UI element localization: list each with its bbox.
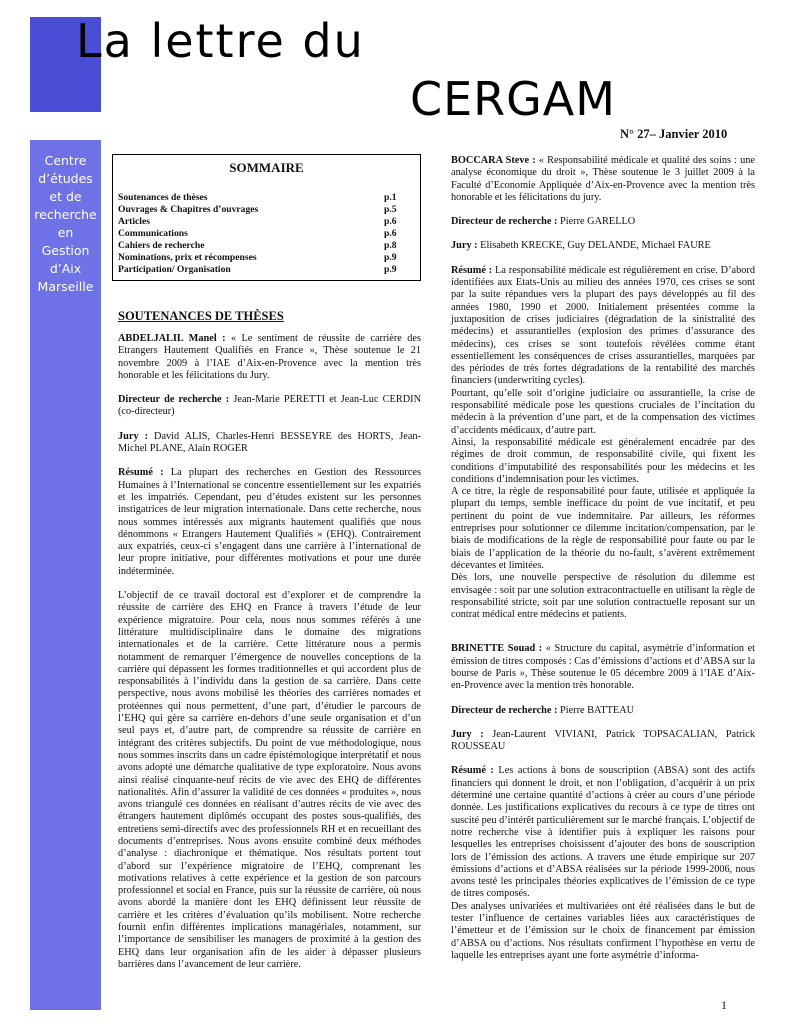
- thesis-director: [451, 705, 755, 717]
- right-column: [451, 155, 755, 962]
- thesis-body: L’objectif de ce travail doctoral est d’explorer et de comprendre la réussite de carrière des EHQ en France à travers l’étude de leur expérience migratoire. Pour cela, nous nous sommes référés à une littérature multidisciplinaire dans le domaine des migrations internationales et de la carrière. Cette littérature nous a permis notamment de remarquer l’émergence de nouvelles conceptions de la carrière qui dépassent les formes traditionnelles et qui accordent plus de responsabilités à l’individu dans la gestion de sa carrière. Dans cette perspective, nous avons mobilisé les théories des carrières nomades et protéennes qui nous permettent, d’une part, d’étudier le parcours de l’EHQ qui gère sa carrière en-dehors d’une seule organisation et d’un seul pays et, d’autre part, de comprendre sa réussite de carrière en intégrant des critères subjectifs. Du point de vue méthodologique, nous nous sommes inscrits dans un cadre épistémologique interprétatif et nous avons adopté une démarche qualitative de type exploratoire. Nous avons ainsi réalisé cinquante-neuf récits de vie avec des EHQ de différentes nationalités. Afin d’assurer la validité de ces données « produites », nous avons triangulé ces données en réalisant d’autres récits de vie avec des étrangers hautement diplômés occupant des postes sous-qualifiés, des entretiens semi-directifs avec des professionnels RH et en recueillant des documents d’entreprises. Nous avons ensuite combiné deux méthodes d’analyse : diachronique et thématique. Nos résultats portent tout d’abord sur l’expérience migratoire de l’EHQ, comprenant les motivations relatives à cette expérience et la gestion de son parcours professionnel et social en France, puis sur la réussite de carrière, où nous avons abordé la manière dont les EHQ définissent leur réussite de carrière et les critères d’évaluation qu’ils mobilisent. Notre recherche fournit enfin différentes implications managériales, notamment, sur l’importance de sensibiliser les managers de proximité à la gestion des EHQ dans leur organisation afin de les aider à dépasser plusieurs barrières dans l’avancement de leur carrière.: [118, 590, 421, 970]
- toc-item-label: Soutenances de thèses: [118, 192, 208, 203]
- abstract-text: La plupart des recherches en Gestion des Ressources Humaines à l’International se concentre essentiellement sur les expatriés et les impatriés. Cependant, peu d’études existent sur les personnes instigatrices de leur migration internationale. Dans cette recherche, nous nous sommes intéressés aux migrants hautement qualifiés que nous dénommons « Etrangers Hautement Qualifiés » (EHQ). Contrairement aux expatriés, ceux-ci s’engagent dans une carrière à l’international de leur propre initiative, pour différentes motivations et pour une durée indéterminée.: [118, 467, 421, 577]
- toc-item[interactable]: [118, 216, 414, 228]
- toc-item-label: Cahiers de recherche: [118, 240, 205, 251]
- toc-item[interactable]: [118, 204, 414, 216]
- sidebar-line: d’Aix: [49, 261, 82, 276]
- author-name: ABDELJALIL Manel :: [118, 333, 226, 344]
- section-title: SOUTENANCES DE THÈSES: [118, 309, 284, 323]
- toc-item-page: p.5: [384, 204, 397, 215]
- toc-item-page: p.9: [384, 264, 397, 275]
- sidebar-line: en: [57, 225, 74, 240]
- issue-number: N° 27– Janvier 2010: [620, 127, 728, 141]
- newsletter-title-line2: CERGAM: [410, 72, 616, 126]
- thesis-intro: [451, 643, 755, 692]
- thesis-intro-text: « Structure du capital, asymétrie d’information et émission de titres composés : Cas d’émissions d’actions et d’ABSA sur la bourse de Paris », Thèse soutenue le 05 décembre 2009 à l’IAE d’Aix-en-Provence avec la mention très honorable.: [451, 643, 756, 692]
- sidebar-line: recherche: [34, 207, 97, 222]
- jury-value: Jean-Laurent VIVIANI, Patrick TOPSACALIAN, Patrick ROUSSEAU: [451, 728, 755, 753]
- abstract-label: Résumé :: [451, 765, 494, 777]
- abstract-text: La responsabilité médicale est régulièrement en crise. D’abord identifiées aux Etats-Unis au milieu des années 1970, ces crises se sont par la suite répandues vers la plupart des pays développés au fil des années 1980, 1990 et 2000. Initialement présentées comme la juxtaposition de crises judiciaires (dégradation de la sinistralité des médecins) et assurantielles (explosion des primes d’assurance des médecins), ces crises se sont toutefois révélées comme étant essentiellement les conséquences de crises assurantielles, marquées par des périodes de très fortes dégradations de la rentabilité des marchés financiers (underwriting cycles).: [451, 264, 755, 387]
- left-column: [118, 333, 421, 971]
- jury-value: Elisabeth KRECKE, Guy DELANDE, Michael FAURE: [477, 240, 711, 252]
- director-value: Pierre GARELLO: [557, 216, 636, 228]
- thesis-director: [118, 394, 421, 419]
- abstract-paragraph: Ainsi, la responsabilité médicale est généralement encadrée par des régimes de droit commun, de responsabilité civile, qui fixent les conditions d’imputabilité des responsabilités pour les médecins et les conditions d’indemnisation pour les victimes.: [451, 436, 755, 485]
- abstract-paragraph: Dès lors, une nouvelle perspective de résolution du dilemme est envisagée : soit par une solution extracontractuelle en utilisant la règle de responsabilité stricte, soit par une solution contractuelle reposant sur un contrat médical entre médecins et patients.: [451, 572, 755, 621]
- director-label: Directeur de recherche :: [451, 216, 558, 228]
- thesis-intro-text: « Responsabilité médicale et qualité des soins : une analyse économique du droit », Thèse soutenue le 3 juillet 2009 à la Faculté d’Economie Appliquée d’Aix-en-Provence avec la mention très honorable et les félicitations du jury.: [451, 155, 755, 203]
- sidebar-text: [30, 152, 101, 296]
- thesis-jury: [451, 240, 755, 252]
- toc-item-label: Articles: [118, 216, 150, 227]
- abstract-label: Résumé :: [118, 467, 164, 479]
- jury-value: David ALIS, Charles-Henri BESSEYRE des HORTS, Jean-Michel PLANE, Alain ROGER: [118, 430, 421, 455]
- toc-item-label: Ouvrages & Chapitres d’ouvrages: [118, 204, 259, 215]
- thesis-intro: [451, 155, 755, 204]
- page-number: 1: [721, 998, 727, 1012]
- jury-label: Jury :: [451, 728, 484, 740]
- toc-item[interactable]: [118, 240, 414, 252]
- thesis-abstract: [118, 467, 421, 578]
- director-value: Jean-Marie PERETTI et Jean-Luc CERDIN (co-directeur): [118, 394, 422, 418]
- sidebar-line: Centre: [44, 153, 87, 168]
- table-of-contents: [112, 154, 421, 281]
- director-label: Directeur de recherche :: [451, 704, 558, 716]
- thesis-intro-text: « Le sentiment de réussite de carrière des Etrangers Hautement Qualifiés en France », Thèse soutenue le 21 novembre 2009 à l’IAE d’Aix-en-Provence avec la mention très honorable et les félicitations du Jury.: [118, 333, 421, 381]
- toc-item[interactable]: [118, 252, 414, 264]
- author-name: BRINETTE Souad :: [451, 643, 543, 655]
- jury-label: Jury :: [118, 430, 149, 442]
- jury-label: Jury :: [451, 240, 478, 252]
- abstract-label: Résumé :: [451, 264, 493, 276]
- thesis-abstract: [451, 265, 755, 388]
- toc-title: SOMMAIRE: [229, 160, 304, 175]
- toc-item-page: p.9: [384, 252, 397, 263]
- abstract-text: Les actions à bons de souscription (ABSA) sont des actifs financiers qui donnent le droit, et non l’obligation, d’acquérir à un prix déterminé une certaine quantité d’actions à créer au cours d’une période donnée. Les justifications explicatives du recours à ce type de titres ont suscité peu d’intérêt particulièrement sur le marché français. L’objectif de notre recherche vise à identifier puis à expliquer les raisons pour lesquelles les entreprises choisissent d’ajouter des bons de souscription lors de l’émission des actions. A travers une étude empirique sur 207 émissions d’actions et d’ABSA réalisées sur la période 1999-2006, nous avons testé les principales théories explicatives de l’émission de ce type de titres composés.: [451, 765, 755, 900]
- sidebar-line: et de: [49, 189, 82, 204]
- toc-item-label: Nominations, prix et récompenses: [118, 252, 257, 263]
- toc-item[interactable]: [118, 192, 414, 204]
- director-value: Pierre BATTEAU: [557, 704, 635, 716]
- toc-item[interactable]: [118, 264, 414, 276]
- thesis-jury: [451, 729, 755, 754]
- thesis-abstract: [451, 765, 755, 900]
- thesis-intro: [118, 333, 421, 382]
- sidebar-line: d’études: [38, 171, 93, 186]
- abstract-paragraph: Pourtant, qu’elle soit d’origine judiciaire ou assurantielle, la crise de responsabilité médicale pose les questions cruciales de l’incitation du médecin à la prévention d’une part, et de la compensation des victimes d’accidents médicaux, d’autre part.: [451, 387, 755, 436]
- toc-item-label: Participation/ Organisation: [118, 264, 231, 275]
- thesis-director: [451, 216, 755, 228]
- director-label: Directeur de recherche :: [118, 394, 230, 406]
- toc-item-label: Communications: [118, 228, 188, 239]
- toc-item-page: p.8: [384, 240, 397, 251]
- thesis-jury: [118, 431, 421, 456]
- toc-item[interactable]: [118, 228, 414, 240]
- sidebar-line: Gestion: [41, 243, 90, 258]
- newsletter-title-line1: La lettre du: [76, 14, 365, 68]
- abstract-paragraph: A ce titre, la règle de responsabilité pour faute, utilisée et appliquée la plupart du temps, semble inefficace du point de vue incitatif, et peu pertinent du point de vue indemnitaire. Par ailleurs, les réformes entreprises pour solutionner ce dilemme incitation/compensation, par le biais de modifications de la règle de responsabilité pour faute ou par le biais de l’application de la théorie du no-fault, s’avèrent extrêmement décevantes et limitées.: [451, 486, 755, 571]
- toc-item-page: p.6: [384, 228, 397, 239]
- toc-item-page: p.1: [384, 192, 397, 203]
- sidebar-line: Marseille: [37, 279, 94, 294]
- author-name: BOCCARA Steve :: [451, 155, 536, 166]
- toc-item-page: p.6: [384, 216, 397, 227]
- abstract-paragraph: Des analyses univariées et multivariées ont été réalisées dans le but de tester l’influence de certaines variables liées aux caractéristiques de l’émetteur et de l’émission sur le choix de financement par émission d’ABSA ou d’actions. Nos résultats confirment l’hypothèse en vertu de laquelle les entreprises ayant une forte asymétrie d’informa-: [451, 900, 755, 961]
